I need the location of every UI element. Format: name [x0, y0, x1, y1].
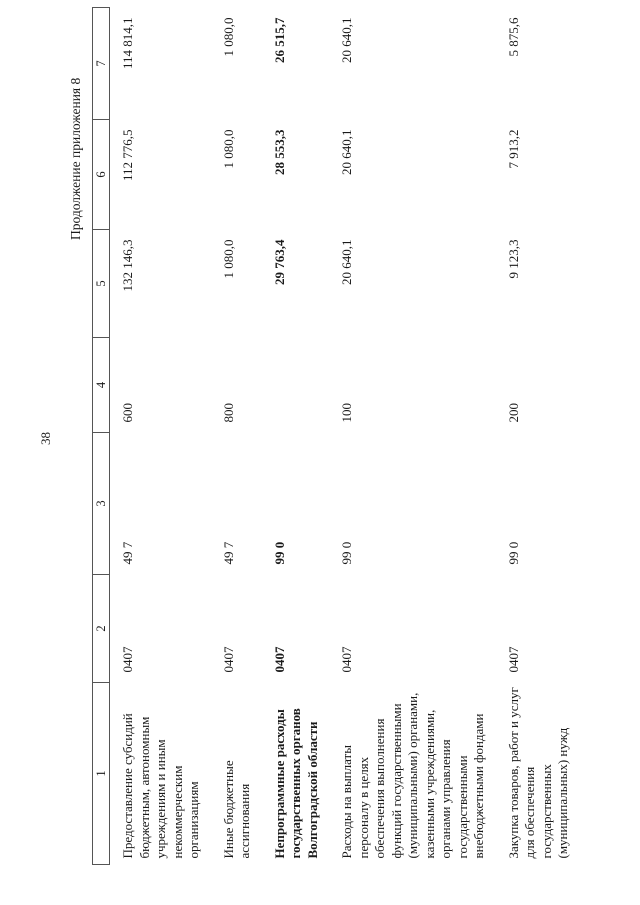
row-value-cell: 0407	[271, 646, 287, 673]
table-row	[496, 8, 580, 865]
row-name-cell: Предоставление субсидий бюджетным, автономным учреждениям и иным некоммерческим организациям	[120, 713, 201, 859]
row-value-cell: 5 875,6	[505, 17, 521, 57]
table-row	[110, 8, 211, 865]
row-value-cell: 99 0	[505, 541, 521, 565]
row-value-cell: 1 080,0	[220, 17, 236, 57]
row-value-cell	[262, 338, 330, 433]
page-number: 38	[38, 432, 53, 445]
row-value-cell: 0407	[120, 646, 135, 673]
col-header-3: 3	[93, 433, 110, 575]
row-value-cell: 0407	[505, 646, 521, 673]
row-value-cell: 29 763,4	[271, 239, 287, 285]
row-value-cell: 100	[339, 403, 354, 423]
col-header-5: 5	[93, 230, 110, 338]
row-value-cell: 9 123,3	[505, 239, 521, 279]
col-header-6: 6	[93, 120, 110, 230]
row-name-cell: Непрограммные расходы государственных органов Волгоградской области	[271, 708, 320, 859]
header-row	[93, 8, 110, 865]
row-value-cell: 49 7	[220, 541, 236, 565]
row-value-cell: 1 080,0	[220, 239, 236, 279]
col-header-7: 7	[93, 8, 110, 120]
row-value-cell: 20 640,1	[339, 129, 354, 175]
row-value-cell: 26 515,7	[271, 17, 287, 63]
row-name-cell: Закупка товаров, работ и услуг для обеспечения государственных (муниципальных) нужд	[505, 687, 570, 859]
row-value-cell: 7 913,2	[505, 129, 521, 169]
row-value-cell: 0407	[220, 646, 236, 673]
row-value-cell: 132 146,3	[120, 239, 135, 292]
row-value-cell: 114 814,1	[120, 17, 135, 70]
row-value-cell: 49 7	[120, 541, 135, 565]
row-value-cell: 600	[120, 403, 135, 423]
table-row	[329, 8, 496, 865]
row-name-cell: Расходы на выплаты персоналу в целях обеспечения выполнения функций государственными (муниципальными) органами, казенными учреждениями, органами управления государственными внебюджетными фондами	[339, 692, 486, 859]
row-value-cell: 99 0	[339, 541, 354, 565]
budget-table	[92, 7, 580, 865]
appendix-caption: Продолжение приложения 8	[68, 77, 83, 240]
row-value-cell: 20 640,1	[339, 17, 354, 63]
row-value-cell: 99 0	[271, 541, 287, 565]
row-name-cell: Иные бюджетные ассигнования	[220, 760, 252, 859]
col-header-4: 4	[93, 338, 110, 433]
row-value-cell: 28 553,3	[271, 129, 287, 175]
row-value-cell: 112 776,5	[120, 129, 135, 182]
row-value-cell: 200	[505, 403, 521, 423]
table-row	[211, 8, 262, 865]
row-value-cell: 800	[220, 403, 236, 423]
table-row	[262, 8, 330, 865]
col-header-1: 1	[93, 683, 110, 865]
col-header-2: 2	[93, 575, 110, 683]
row-value-cell: 0407	[339, 646, 354, 673]
row-value-cell: 1 080,0	[220, 129, 236, 169]
row-value-cell: 20 640,1	[339, 239, 354, 285]
